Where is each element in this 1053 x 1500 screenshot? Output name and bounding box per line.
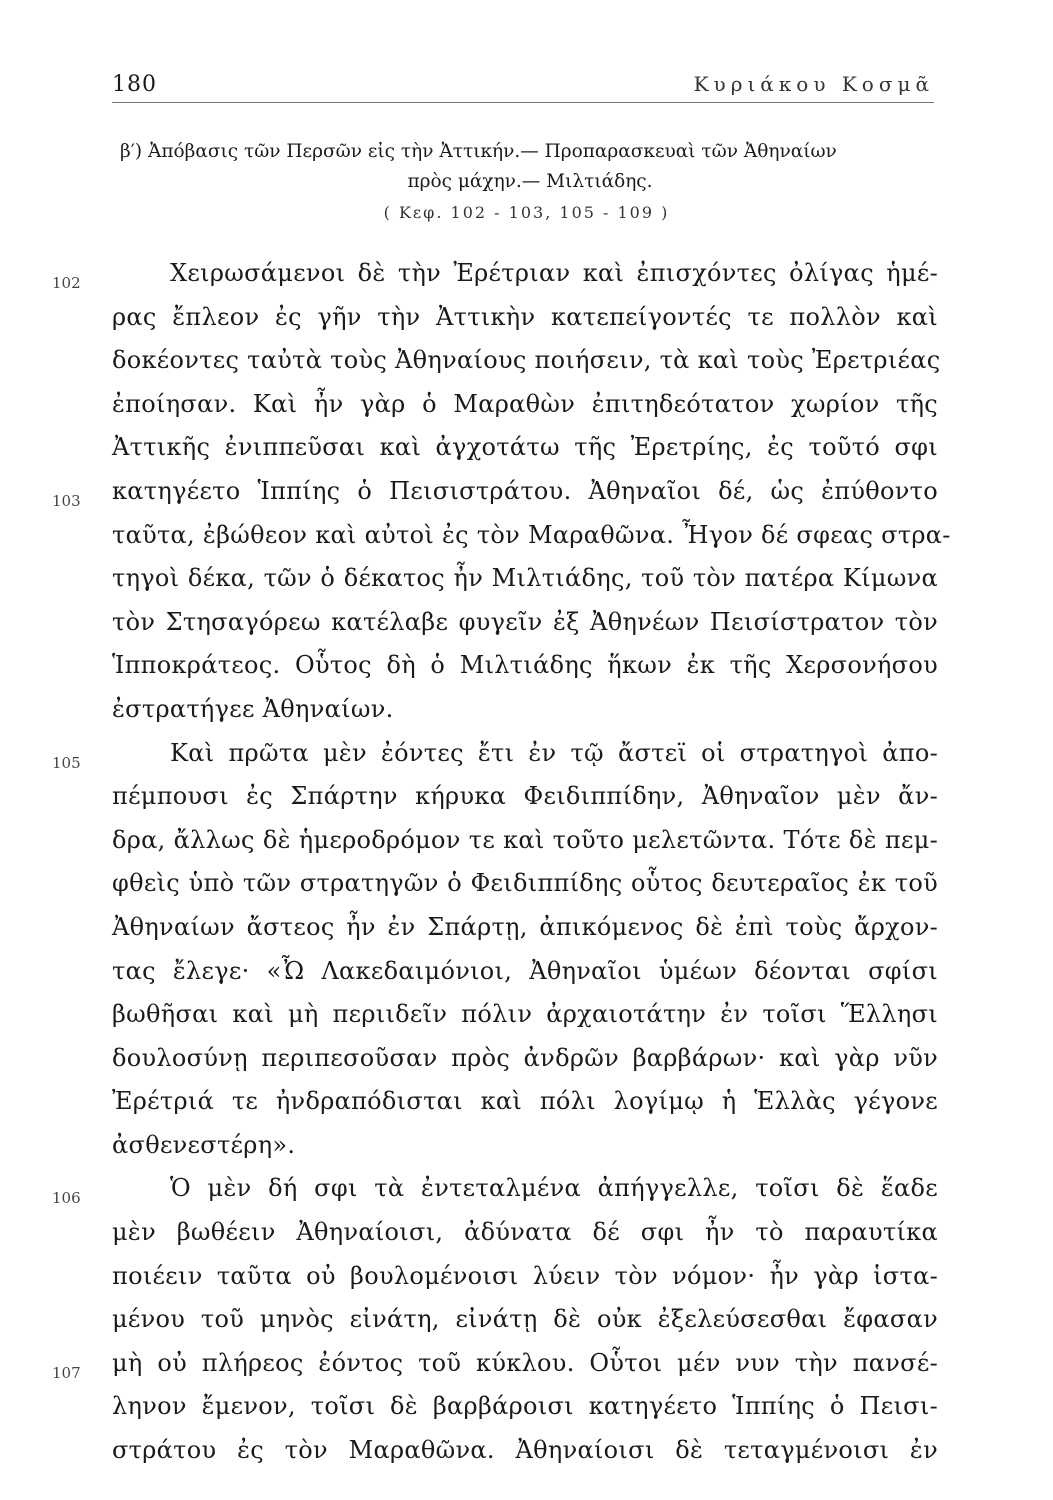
text-line-content: Ἐρέτριά τε ἠνδραπόδισται καὶ πόλι λογίμῳ ἡ Ἑλλὰς γέγονε xyxy=(112,1087,938,1116)
text-line xyxy=(112,1429,938,1473)
text-line xyxy=(112,688,938,732)
text-line xyxy=(112,426,938,470)
text-line-content: Ἀθηναίων ἄστεος ἦν ἐν Σπάρτῃ, ἀπικόμενος δὲ ἐπὶ τοὺς ἄρχον- xyxy=(112,912,938,941)
text-line xyxy=(112,644,938,688)
text-line-content: ποιέειν ταῦτα οὐ βουλομένοισι λύειν τὸν νόμον· ἦν γὰρ ἱστα- xyxy=(112,1261,938,1290)
running-head: Κυριάκου Κοσμᾶ xyxy=(693,72,934,96)
text-line-content: τηγοὶ δέκα, τῶν ὁ δέκατος ἦν Μιλτιάδης, τοῦ τὸν πατέρα Κίμωνα xyxy=(112,564,938,593)
page-number: 180 xyxy=(112,72,157,97)
section-title-line-2: πρὸς μάχην.— Μιλτιάδης. xyxy=(407,171,653,192)
margin-chapter-number: 102 xyxy=(52,274,81,292)
margin-chapter-number: 107 xyxy=(52,1363,81,1382)
text-line xyxy=(112,1385,938,1429)
text-line-content: μὴ οὐ πλήρεος ἐόντος τοῦ κύκλου. Οὗτοι μέν νυν τὴν πανσέ- xyxy=(112,1348,938,1377)
margin-chapter-number: 105 xyxy=(52,753,81,772)
margin-chapter-number: 103 xyxy=(52,491,81,510)
text-line-content: δουλοσύνῃ περιπεσοῦσαν πρὸς ἀνδρῶν βαρβάρων· καὶ γὰρ νῦν xyxy=(112,1043,938,1072)
text-line-content: Ὁ μὲν δή σφι τὰ ἐντεταλμένα ἀπήγγελλε, τοῖσι δὲ ἕαδε xyxy=(170,1174,938,1203)
text-line xyxy=(112,1080,938,1124)
text-line xyxy=(112,819,938,863)
text-line xyxy=(52,732,938,776)
text-line-content: δρα, ἄλλως δὲ ἡμεροδρόμον τε καὶ τοῦτο μελετῶντα. Τότε δὲ πεμ- xyxy=(112,825,938,854)
text-line-content: κατηγέετο Ἱππίης ὁ Πεισιστράτου. Ἀθηναῖοι δέ, ὡς ἐπύθοντο xyxy=(112,476,938,505)
text-line-content: ἀσθενεστέρη». xyxy=(112,1130,296,1159)
page-header xyxy=(112,72,934,103)
text-line xyxy=(112,1255,938,1299)
text-line-content: στράτου ἐς τὸν Μαραθῶνα. Ἀθηναίοισι δὲ τεταγμένοισι ἐν xyxy=(112,1436,938,1465)
text-line xyxy=(52,470,938,514)
text-line-content: ληνον ἔμενον, τοῖσι δὲ βαρβάροισι κατηγέετο Ἱππίης ὁ Πεισι- xyxy=(112,1392,938,1421)
text-line-content: τας ἔλεγε· «Ὦ Λακεδαιμόνιοι, Ἀθηναῖοι ὑμέων δέονται σφίσι xyxy=(112,956,938,985)
section-title-line-1: β′) Ἀπόβασις τῶν Περσῶν εἰς τὴν Ἀττικήν.— Προπαρασκευαὶ τῶν Ἀθηναίων xyxy=(120,141,837,162)
text-line-content: ἐποίησαν. Καὶ ἦν γὰρ ὁ Μαραθὼν ἐπιτηδεότατον χωρίον τῆς xyxy=(112,389,938,418)
text-line xyxy=(52,1167,938,1211)
text-line xyxy=(112,775,938,819)
text-line-content: μὲν βωθέειν Ἀθηναίοισι, ἀδύνατα δέ σφι ἦν τὸ παραυτίκα xyxy=(112,1218,938,1247)
text-line xyxy=(112,950,938,994)
text-line xyxy=(112,383,938,427)
margin-chapter-number: 106 xyxy=(52,1189,81,1208)
text-line-content: Καὶ πρῶτα μὲν ἐόντες ἔτι ἐν τῷ ἄστεϊ οἱ στρατηγοὶ ἀπο- xyxy=(170,738,938,767)
text-line-content: ταῦτα, ἐβώθεον καὶ αὐτοὶ ἐς τὸν Μαραθῶνα. Ἦγον δέ σφεας στρα- xyxy=(112,520,951,549)
text-line-content: βωθῆσαι καὶ μὴ περιιδεῖν πόλιν ἀρχαιοτάτην ἐν τοῖσι Ἕλλησι xyxy=(112,1000,938,1029)
text-line xyxy=(112,1211,938,1255)
text-line xyxy=(112,1124,938,1168)
text-line-content: Ἀττικῆς ἐνιππεῦσαι καὶ ἀγχοτάτω τῆς Ἐρετρίης, ἐς τοῦτό σφι xyxy=(112,433,938,462)
text-line xyxy=(52,1342,938,1386)
text-line xyxy=(112,514,951,558)
text-line-content: Ἱπποκράτεος. Οὗτος δὴ ὁ Μιλτιάδης ἥκων ἐκ τῆς Χερσονήσου xyxy=(112,651,938,680)
text-line xyxy=(112,993,938,1037)
text-line xyxy=(112,1298,938,1342)
text-line-content: ἐστρατήγεε Ἀθηναίων. xyxy=(112,694,394,723)
text-line xyxy=(112,862,938,906)
text-line-content: ρας ἔπλεον ἐς γῆν τὴν Ἀττικὴν κατεπείγοντές τε πολλὸν καὶ xyxy=(112,302,938,331)
text-line-content: δοκέοντες ταὐτὰ τοὺς Ἀθηναίους ποιήσειν, τὰ καὶ τοὺς Ἐρετριέας xyxy=(112,346,941,375)
text-line xyxy=(112,296,938,340)
text-line-content: φθεὶς ὑπὸ τῶν στρατηγῶν ὁ Φειδιππίδης οὗτος δευτεραῖος ἐκ τοῦ xyxy=(112,869,938,898)
text-line xyxy=(112,1037,938,1081)
text-line xyxy=(52,252,938,296)
text-line-content: πέμπουσι ἐς Σπάρτην κήρυκα Φειδιππίδην, Ἀθηναῖον μὲν ἄν- xyxy=(112,782,938,811)
text-line xyxy=(112,906,938,950)
section-title xyxy=(100,137,960,197)
text-line-content: Χειρωσάμενοι δὲ τὴν Ἐρέτριαν καὶ ἐπισχόντες ὀλίγας ἡμέ- xyxy=(170,259,938,287)
text-line xyxy=(112,339,941,383)
text-line xyxy=(112,601,938,645)
text-line-content: τὸν Στησαγόρεω κατέλαβε φυγεῖν ἐξ Ἀθηνέων Πεισίστρατον τὸν xyxy=(112,607,938,636)
chapter-reference: ( Κεφ. 102 - 103, 105 - 109 ) xyxy=(383,203,670,222)
text-line-content: μένου τοῦ μηνὸς εἰνάτη, εἰνάτῃ δὲ οὐκ ἐξελεύσεσθαι ἔφασαν xyxy=(112,1305,938,1334)
text-body xyxy=(52,252,951,1473)
text-line xyxy=(112,557,938,601)
